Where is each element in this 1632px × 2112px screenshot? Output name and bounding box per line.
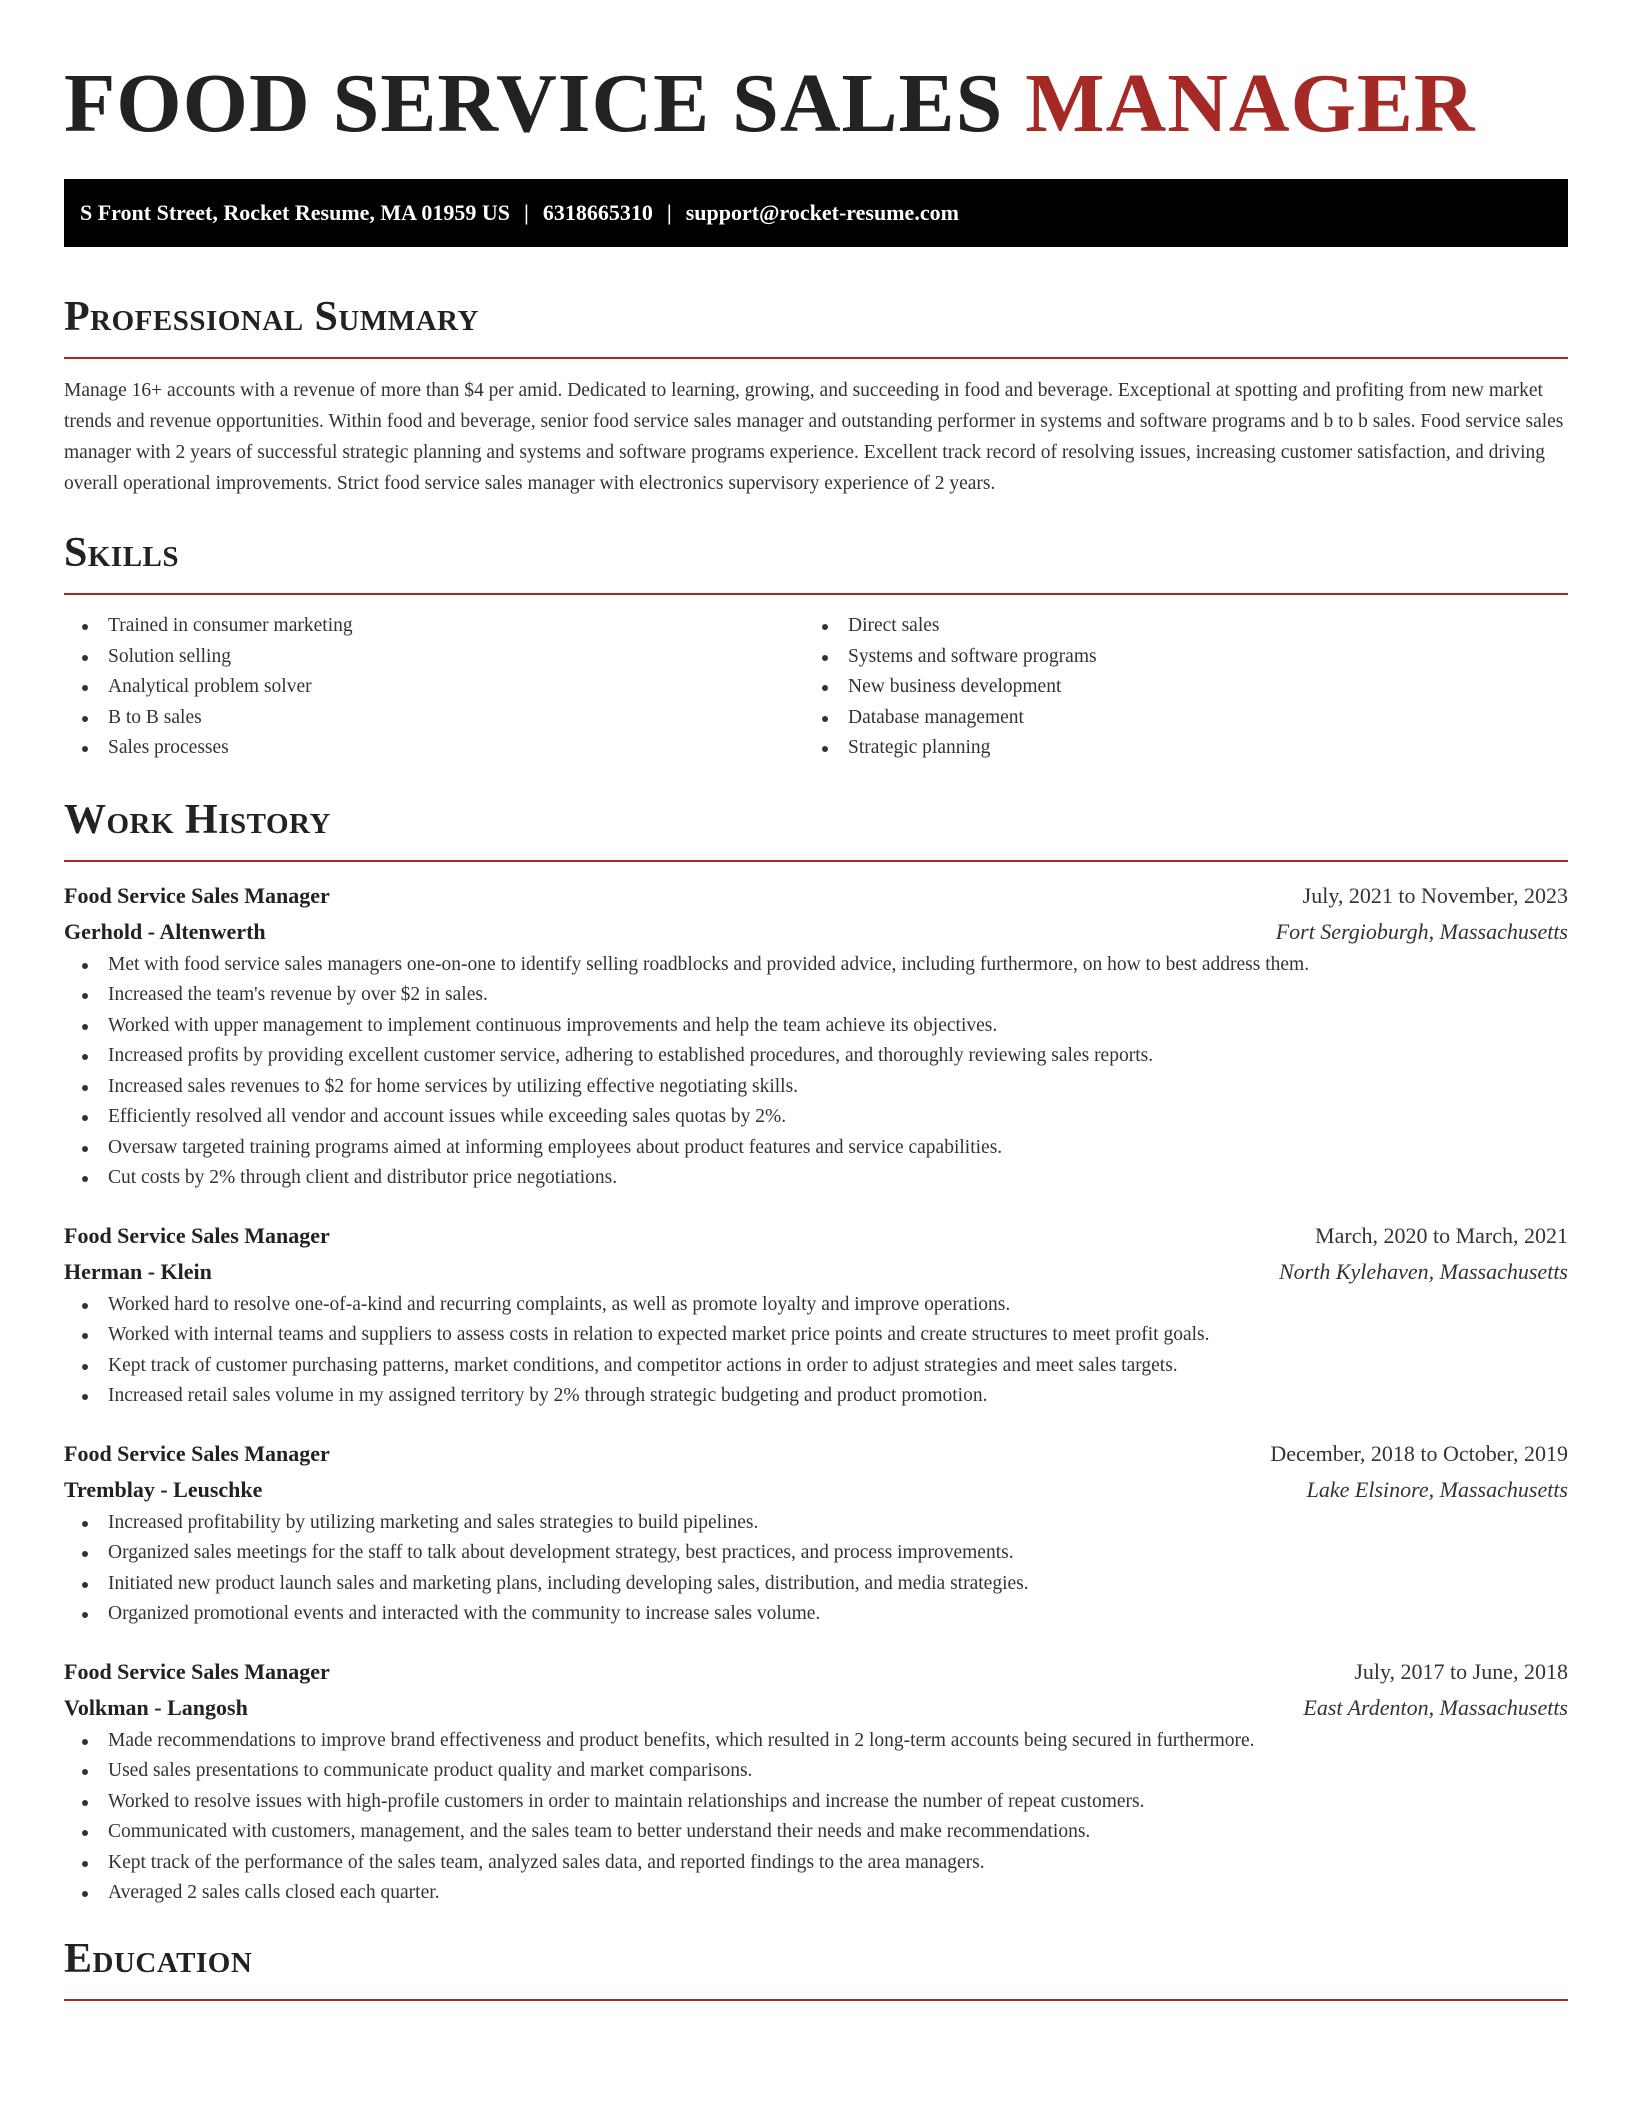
contact-bar (64, 179, 1568, 247)
contact-phone: 6318665310 (542, 200, 653, 225)
job-location: Fort Sergioburgh, Massachusetts (1275, 918, 1568, 944)
skill-item: Analytical problem solver (64, 672, 804, 703)
title-accent: MANAGER (1025, 57, 1476, 150)
section-divider (64, 860, 1568, 862)
job-company: Herman - Klein (64, 1258, 212, 1284)
job-company: Gerhold - Altenwerth (64, 918, 266, 944)
summary-section (64, 291, 1568, 499)
job-bullet: Organized sales meetings for the staff to talk about development strategy, best practices, and process improvements. (64, 1538, 1568, 1569)
job-bullet: Made recommendations to improve brand effectiveness and product benefits, which resulted in 2 long-term accounts being secured in furthermore. (64, 1726, 1568, 1757)
skill-item: Systems and software programs (804, 642, 1544, 673)
job-entry (64, 1654, 1568, 1909)
job-bullet: Kept track of customer purchasing patterns, market conditions, and competitor actions in order to adjust strategies and meet sales targets. (64, 1351, 1568, 1382)
job-entry (64, 1218, 1568, 1412)
skills-list-left (64, 611, 804, 764)
skill-item: Direct sales (804, 611, 1544, 642)
job-entry (64, 878, 1568, 1194)
work-history-section (64, 794, 1568, 1909)
job-bullets (64, 1726, 1568, 1909)
skill-item: New business development (804, 672, 1544, 703)
job-company-row (64, 1690, 1568, 1726)
summary-text: Manage 16+ accounts with a revenue of more than $4 per amid. Dedicated to learning, growing, and succeeding in food and beverage. Exceptional at spotting and profiting from new market trends and revenue opportunities. Within food and beverage, senior food service sales manager and outstanding performer in systems and software programs and b to b sales. Food service sales manager with 2 years of successful strategic planning and systems and software programs experience. Excellent track record of resolving issues, increasing customer satisfaction, and driving overall operational improvements. Strict food service sales manager with electronics supervisory experience of 2 years. (64, 380, 1564, 494)
job-dates: July, 2021 to November, 2023 (1302, 882, 1568, 908)
job-bullet: Used sales presentations to communicate product quality and market comparisons. (64, 1756, 1568, 1787)
job-company: Volkman - Langosh (64, 1694, 248, 1720)
section-heading-summary: Professional Summary (64, 294, 479, 340)
job-bullet: Averaged 2 sales calls closed each quarter. (64, 1878, 1568, 1909)
job-bullet: Increased retail sales volume in my assigned territory by 2% through strategic budgeting and product promotion. (64, 1381, 1568, 1412)
job-bullet: Initiated new product launch sales and marketing plans, including developing sales, distribution, and media strategies. (64, 1569, 1568, 1600)
contact-address: S Front Street, Rocket Resume, MA 01959 US (80, 200, 510, 225)
job-location: North Kylehaven, Massachusetts (1278, 1258, 1568, 1284)
job-bullet: Increased profitability by utilizing marketing and sales strategies to build pipelines. (64, 1508, 1568, 1539)
job-bullet: Worked with upper management to implement continuous improvements and help the team achieve its objectives. (64, 1011, 1568, 1042)
section-divider (64, 1999, 1568, 2001)
job-company-row (64, 914, 1568, 950)
skill-item: Strategic planning (804, 733, 1544, 764)
job-bullet: Worked with internal teams and suppliers to assess costs in relation to expected market price points and create structures to meet profit goals. (64, 1320, 1568, 1351)
contact-separator: | (666, 200, 672, 225)
section-heading-education: Education (64, 1935, 253, 1982)
skill-item: Sales processes (64, 733, 804, 764)
section-heading-skills: Skills (64, 530, 180, 576)
skills-section (64, 527, 1568, 764)
job-company-row (64, 1254, 1568, 1290)
job-title: Food Service Sales Manager (64, 1440, 330, 1466)
skill-item: B to B sales (64, 703, 804, 734)
education-section (64, 1933, 1568, 2001)
job-bullet: Worked to resolve issues with high-profile customers in order to maintain relationships and increase the number of repeat customers. (64, 1787, 1568, 1818)
job-dates: March, 2020 to March, 2021 (1315, 1222, 1568, 1248)
job-title: Food Service Sales Manager (64, 1222, 330, 1248)
job-bullet: Kept track of the performance of the sales team, analyzed sales data, and reported findings to the area managers. (64, 1848, 1568, 1879)
title-main: FOOD SERVICE SALES (64, 57, 1004, 150)
job-location: East Ardenton, Massachusetts (1303, 1694, 1568, 1720)
job-bullet: Worked hard to resolve one-of-a-kind and recurring complaints, as well as promote loyalty and improve operations. (64, 1290, 1568, 1321)
job-bullet: Efficiently resolved all vendor and account issues while exceeding sales quotas by 2%. (64, 1102, 1568, 1133)
job-bullet: Communicated with customers, management, and the sales team to better understand their needs and make recommendations. (64, 1817, 1568, 1848)
skill-item: Solution selling (64, 642, 804, 673)
job-bullet: Increased sales revenues to $2 for home services by utilizing effective negotiating skills. (64, 1072, 1568, 1103)
job-bullet: Increased profits by providing excellent customer service, adhering to established procedures, and thoroughly reviewing sales reports. (64, 1041, 1568, 1072)
job-title: Food Service Sales Manager (64, 882, 330, 908)
contact-email: support@rocket-resume.com (685, 200, 959, 225)
job-bullet: Increased the team's revenue by over $2 in sales. (64, 980, 1568, 1011)
job-title-row (64, 1654, 1568, 1690)
skills-list-right (804, 611, 1544, 764)
job-title: Food Service Sales Manager (64, 1658, 330, 1684)
section-divider (64, 593, 1568, 595)
job-title-row (64, 1218, 1568, 1254)
job-bullet: Oversaw targeted training programs aimed at informing employees about product features and service capabilities. (64, 1133, 1568, 1164)
job-entry (64, 1436, 1568, 1630)
section-heading-work-history: Work History (64, 796, 331, 843)
job-bullets (64, 1290, 1568, 1412)
skill-item: Database management (804, 703, 1544, 734)
job-bullets (64, 1508, 1568, 1630)
section-divider (64, 357, 1568, 359)
resume-title (64, 0, 1568, 152)
job-bullet: Cut costs by 2% through client and distributor price negotiations. (64, 1163, 1568, 1194)
job-title-row (64, 878, 1568, 914)
skill-item: Trained in consumer marketing (64, 611, 804, 642)
job-dates: December, 2018 to October, 2019 (1270, 1440, 1568, 1466)
job-bullet: Met with food service sales managers one-on-one to identify selling roadblocks and provided advice, including furthermore, on how to best address them. (64, 950, 1568, 981)
job-title-row (64, 1436, 1568, 1472)
job-dates: July, 2017 to June, 2018 (1354, 1658, 1568, 1684)
job-location: Lake Elsinore, Massachusetts (1306, 1476, 1568, 1502)
skills-grid (64, 611, 1568, 764)
job-bullets (64, 950, 1568, 1194)
job-bullet: Organized promotional events and interacted with the community to increase sales volume. (64, 1599, 1568, 1630)
job-company-row (64, 1472, 1568, 1508)
job-company: Tremblay - Leuschke (64, 1476, 263, 1502)
contact-separator: | (523, 200, 529, 225)
